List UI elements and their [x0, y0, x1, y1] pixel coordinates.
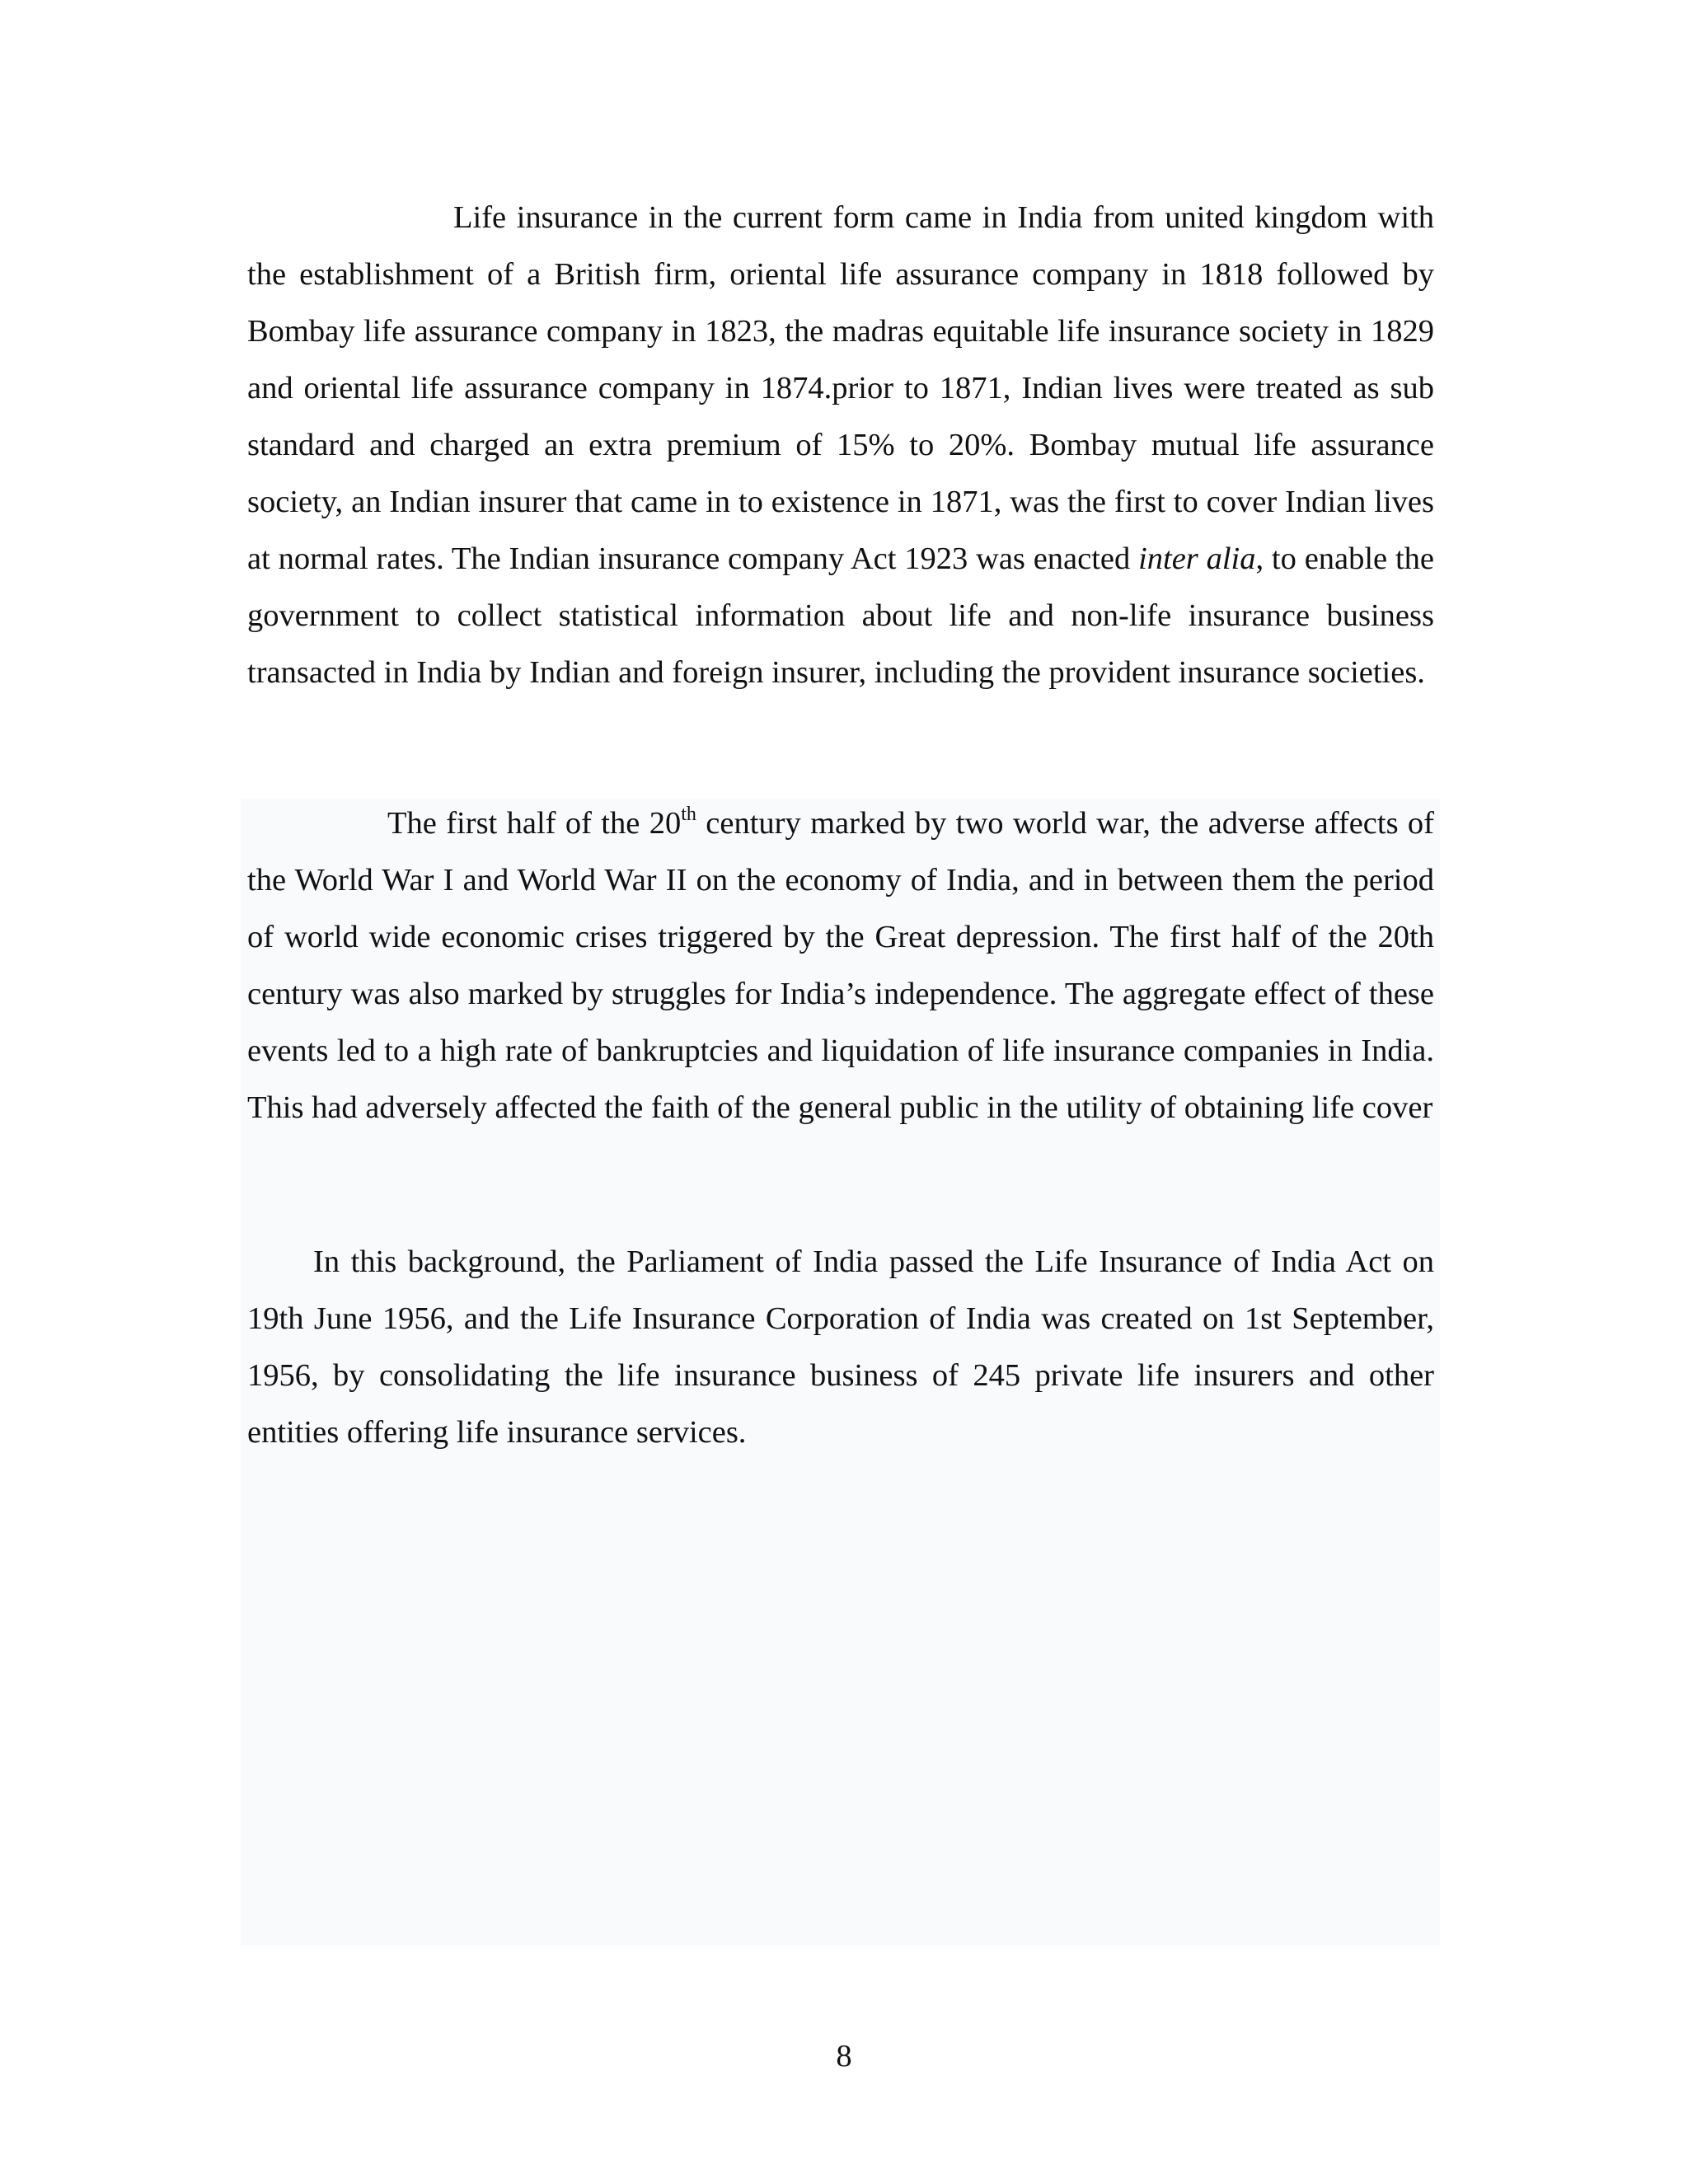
paragraph-lic-creation	[247, 1234, 1434, 1461]
paragraph-text-part: The first half of the 20	[387, 806, 682, 841]
paragraph-text: In this background, the Parliament of India passed the Life Insurance of India Act on 19th June 1956, and the Life Insurance Corporation of India was created on 1st September, 1956, by consolidating the life insurance business of 245 private life insurers and other entities offering life insurance services.	[247, 1244, 1434, 1450]
paragraph-world-wars	[247, 795, 1434, 1137]
paragraph-text-part: , to enable the government to collect statistical information about life and non-life insurance business transacted in India by Indian and foreign insurer, including the provident insurance societies.	[247, 541, 1434, 690]
superscript-ordinal: th	[681, 804, 696, 826]
paragraph-text-part: Life insurance in the current form came in India from united kingdom with the establishment of a British firm, oriental life assurance company in 1818 followed by Bombay life assurance company in 1823, the madras equitable life insurance society in 1829 and oriental life assurance company in 1874.prior to 1871, Indian lives were treated as sub standard and charged an extra premium of 15% to 20%. Bombay mutual life assurance society, an Indian insurer that came in to existence in 1871, was the first to cover Indian lives at normal rates. The Indian insurance company Act 1923 was enacted	[247, 200, 1434, 576]
italic-phrase: inter alia	[1138, 541, 1256, 576]
paragraph-early-history	[247, 190, 1434, 701]
paragraph-text-part: century marked by two world war, the adverse affects of the World War I and World War II on the economy of India, and in between them the period of world wide economic crises triggered by the Great depression. The first half of the 20th century was also marked by struggles for India’s independence. The aggregate effect of these events led to a high rate of bankruptcies and liquidation of life insurance companies in India. This had adversely affected the faith of the general public in the utility of obtaining life cover	[247, 806, 1434, 1125]
page-number: 8	[836, 2039, 852, 2074]
